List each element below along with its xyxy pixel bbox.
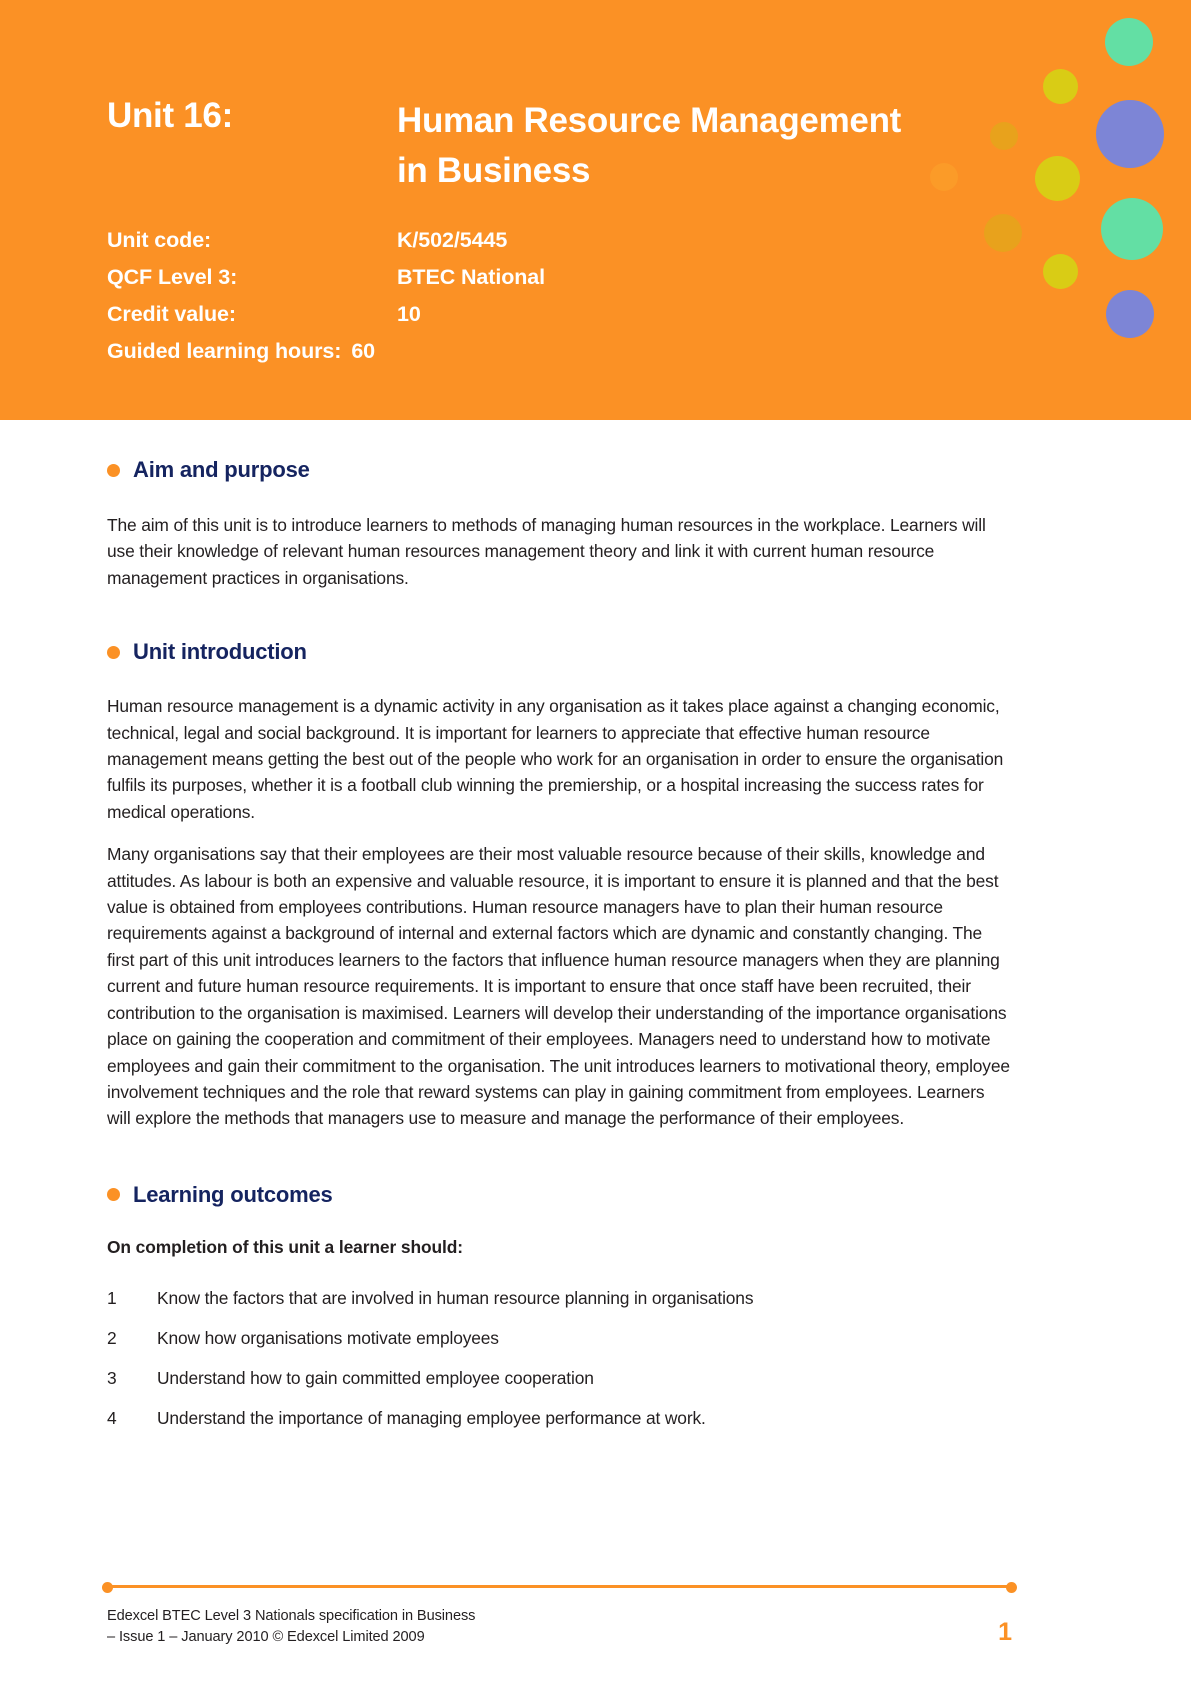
aim-paragraph: The aim of this unit is to introduce learners to methods of managing human resources in the workplace. Learners will use their knowledge of relevant human resources management theory and link it with current human resource management practices in organisations. xyxy=(107,515,986,588)
circle-yellow-1 xyxy=(1043,69,1078,104)
meta-value-guided-learning-hours: 60 xyxy=(351,339,376,363)
section-heading-unit-introduction xyxy=(107,639,1012,665)
footer-line-2: – Issue 1 – January 2010 © Edexcel Limited 2009 xyxy=(107,1629,425,1645)
footer-content xyxy=(107,1606,1012,1648)
list-item xyxy=(107,1365,1012,1391)
circle-blue-1 xyxy=(1096,100,1164,168)
circle-blue-2 xyxy=(1106,290,1154,338)
bullet-dot-icon xyxy=(107,646,120,659)
meta-key-qcf-level: QCF Level 3: xyxy=(107,265,238,289)
header-content xyxy=(107,0,1007,420)
aim-and-purpose-body xyxy=(107,512,1012,591)
section-heading-label: Aim and purpose xyxy=(133,457,310,482)
list-item xyxy=(107,1325,1012,1351)
outcome-text: Know how organisations motivate employees xyxy=(157,1327,499,1348)
circle-green-1 xyxy=(1105,18,1153,66)
circle-green-2 xyxy=(1101,198,1163,260)
introduction-paragraph-1: Human resource management is a dynamic activity in any organisation as it takes place against a changing economic, technical, legal and social background. It is important for learners to appreciate that effective human resource management means getting the best out of the people who work for an organisation in order to ensure the organisation fulfils its purposes, whether it is a football club winning the premiership, or a hospital increasing the success rates for medical operations. xyxy=(107,696,1004,822)
page-content xyxy=(107,420,1012,1445)
unit-title: Human Resource Management in Business xyxy=(397,101,902,190)
unit-metadata-list xyxy=(107,228,807,376)
footer-specification-text xyxy=(107,1606,475,1648)
meta-row-qcf-level xyxy=(107,265,807,290)
circle-yellow-2 xyxy=(1035,156,1080,201)
section-heading-aim-and-purpose xyxy=(107,457,1012,483)
section-heading-label: Learning outcomes xyxy=(133,1181,333,1207)
meta-value-qcf-level: BTEC National xyxy=(397,265,546,289)
list-item xyxy=(107,1285,1012,1311)
unit-introduction-body xyxy=(107,693,1012,1132)
outcome-number: 2 xyxy=(107,1327,117,1348)
bullet-dot-icon xyxy=(107,1188,120,1201)
learning-outcomes-list xyxy=(107,1285,1012,1431)
meta-row-credit-value xyxy=(107,302,807,327)
outcome-number: 3 xyxy=(107,1367,117,1388)
learning-outcomes-intro: On completion of this unit a learner should: xyxy=(107,1236,463,1257)
meta-key-guided-learning-hours: Guided learning hours: xyxy=(107,339,342,363)
meta-value-unit-code: K/502/5445 xyxy=(397,228,508,252)
outcome-text: Know the factors that are involved in human resource planning in organisations xyxy=(157,1287,754,1308)
page-footer xyxy=(107,1584,1012,1648)
meta-row-guided-learning-hours xyxy=(107,339,807,364)
outcome-number: 4 xyxy=(107,1407,117,1428)
section-heading-label: Unit introduction xyxy=(133,639,307,665)
page-number: 1 xyxy=(998,1618,1012,1646)
unit-title-row xyxy=(107,96,967,195)
meta-row-unit-code xyxy=(107,228,807,253)
footer-divider xyxy=(107,1584,1012,1590)
outcome-text: Understand the importance of managing employee performance at work. xyxy=(157,1407,706,1428)
meta-key-credit-value: Credit value: xyxy=(107,302,236,326)
meta-key-unit-code: Unit code: xyxy=(107,228,212,252)
footer-dot-left-icon xyxy=(102,1582,113,1593)
outcome-text: Understand how to gain committed employee cooperation xyxy=(157,1367,594,1388)
footer-rule-line xyxy=(107,1585,1012,1588)
footer-dot-right-icon xyxy=(1006,1582,1017,1593)
circle-yellow-3 xyxy=(1043,254,1078,289)
bullet-dot-icon xyxy=(107,464,120,477)
unit-number-label: Unit 16: xyxy=(107,96,233,135)
page-header-banner xyxy=(0,0,1191,420)
footer-line-1: Edexcel BTEC Level 3 Nationals specification in Business xyxy=(107,1608,476,1624)
outcome-number: 1 xyxy=(107,1287,117,1308)
introduction-paragraph-2: Many organisations say that their employees are their most valuable resource because of their skills, knowledge and attitudes. As labour is both an expensive and valuable resource, it is important to ensure it is planned and that the best value is obtained from employees contributions. Human resource managers have to plan their human resource requirements against a background of internal and external factors which are dynamic and constantly changing. The first part of this unit introduces learners to the factors that influence human resource managers when they are planning current and future human resource requirements. It is important to ensure that once staff have been recruited, their contribution to the organisation is maximised. Learners will develop their understanding of the importance organisations place on gaining the cooperation and commitment of their employees. Managers need to understand how to motivate employees and gain their commitment to the organisation. The unit introduces learners to motivational theory, employee involvement techniques and the role that reward systems can play in gaining commitment from employees. Learners will explore the methods that managers use to measure and manage the performance of their employees. xyxy=(107,844,1010,1129)
meta-value-credit-value: 10 xyxy=(397,302,421,326)
section-heading-learning-outcomes xyxy=(107,1182,1012,1208)
list-item xyxy=(107,1405,1012,1431)
